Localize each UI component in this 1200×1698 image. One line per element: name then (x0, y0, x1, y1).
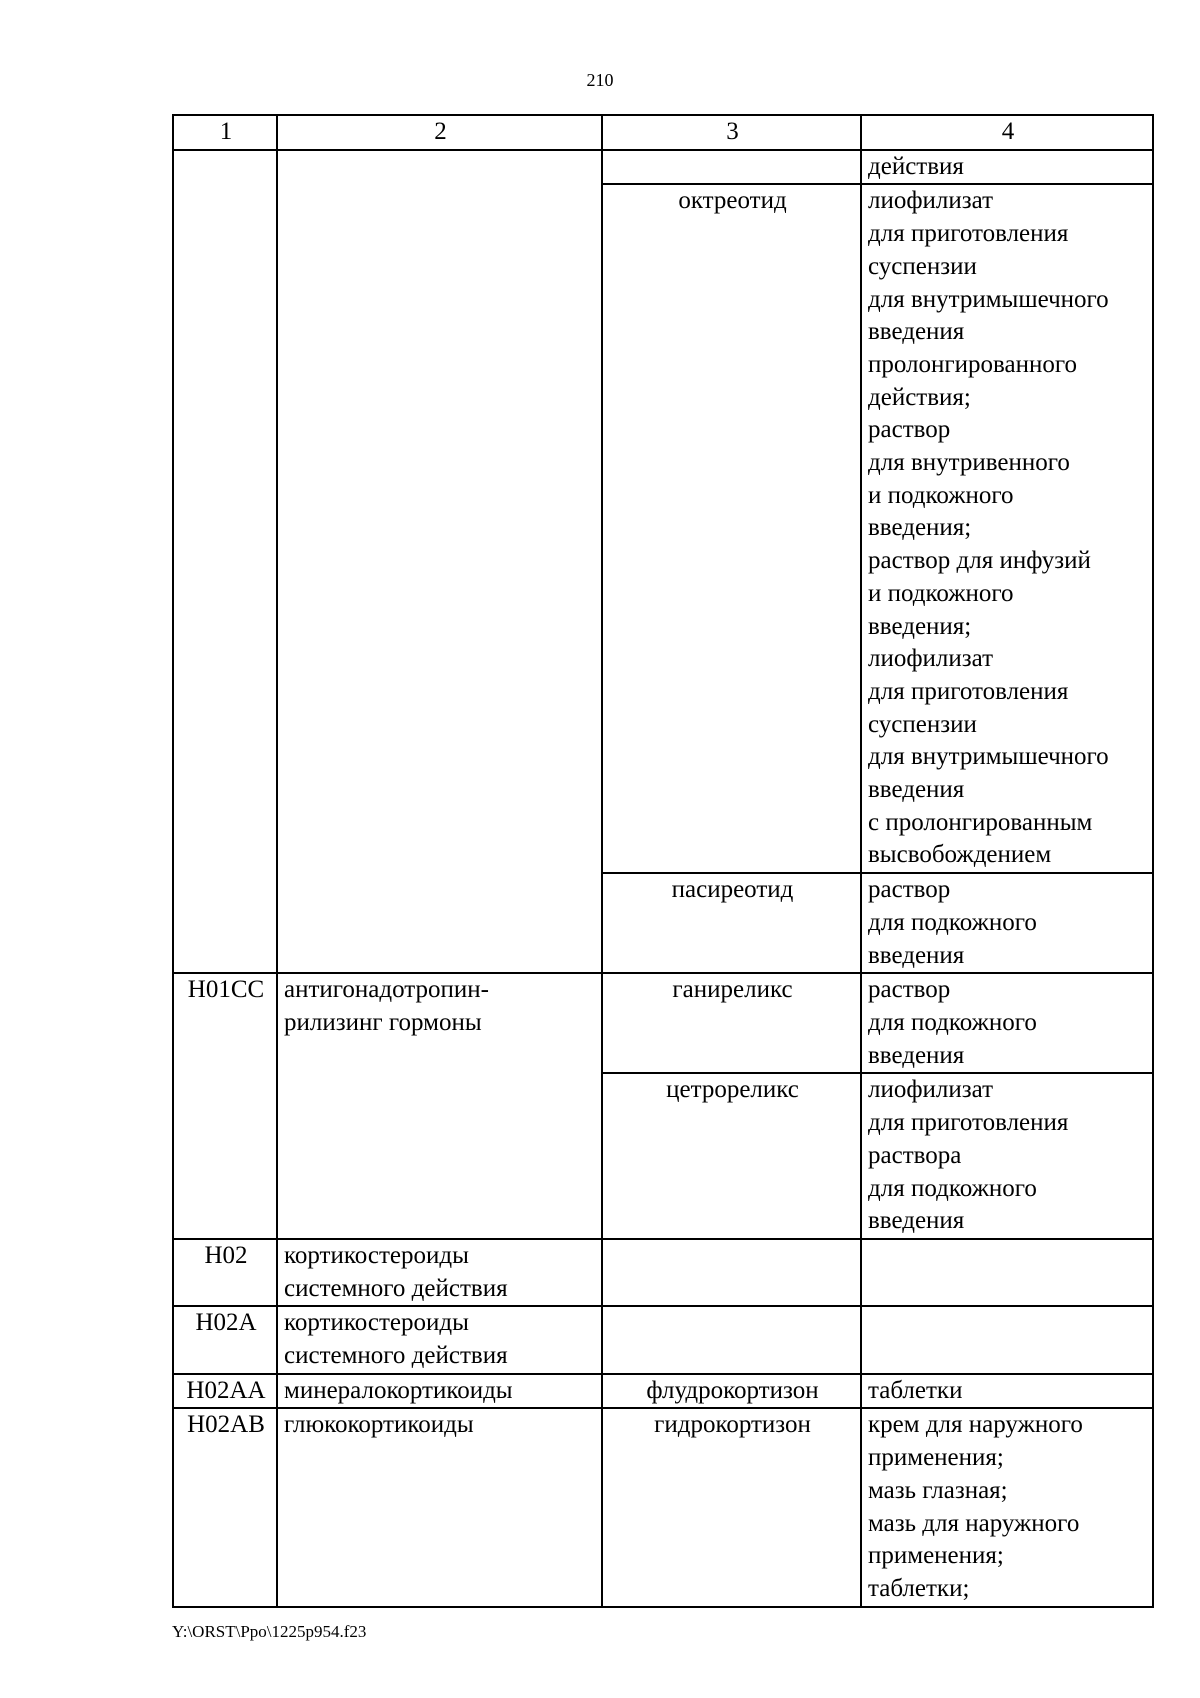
cell-line: для подкожного (868, 1174, 1037, 1202)
group-cell (277, 1306, 602, 1373)
forms-cell (861, 150, 1153, 185)
cell-line: системного действия (284, 1342, 508, 1370)
forms-cell (861, 1239, 1153, 1306)
cell-line: для внутривенного (868, 449, 1070, 477)
cell-line: введения (868, 776, 965, 804)
cell-line: действия (868, 152, 964, 180)
table-row (173, 1306, 1153, 1373)
group-cell (277, 1408, 602, 1606)
cell-line: для внутримышечного (868, 743, 1109, 771)
footer-file-path: Y:\ORST\Ppo\1225p954.f23 (172, 1622, 367, 1641)
cell-line: введения (868, 941, 965, 969)
forms-cell (861, 184, 1153, 873)
cell-line: мазь глазная; (868, 1476, 1008, 1504)
cell-line: пролонгированного (868, 350, 1077, 378)
column-header: 2 (277, 115, 602, 150)
cell-line: введения (868, 1207, 965, 1235)
code-cell: H02A (173, 1306, 277, 1373)
code-cell: H01CC (173, 973, 277, 1239)
forms-cell (861, 973, 1153, 1073)
code-cell: H02 (173, 1239, 277, 1306)
group-cell (277, 973, 602, 1239)
cell-line: глюкокортикоиды (284, 1411, 474, 1439)
cell-line: минералокортикоиды (284, 1376, 513, 1404)
cell-line: кортикостероиды (284, 1309, 469, 1337)
group-cell (277, 1239, 602, 1306)
inn-cell: цетрореликс (602, 1073, 861, 1239)
header-row (173, 115, 1153, 150)
cell-line: раствор (868, 416, 951, 444)
cell-line: раствор (868, 876, 951, 904)
code-cell: H02AB (173, 1408, 277, 1606)
cell-line: таблетки (868, 1376, 963, 1404)
cell-line: для подкожного (868, 908, 1037, 936)
inn-cell: ганиреликс (602, 973, 861, 1073)
cell-line: для приготовления (868, 220, 1069, 248)
cell-line: для подкожного (868, 1008, 1037, 1036)
cell-line: крем для наружного (868, 1411, 1083, 1439)
cell-line: для внутримышечного (868, 285, 1109, 313)
inn-cell: пасиреотид (602, 873, 861, 973)
column-header: 3 (602, 115, 861, 150)
table-row (173, 1408, 1153, 1606)
cell-line: рилизинг гормоны (284, 1008, 482, 1036)
cell-line: введения (868, 318, 965, 346)
forms-cell (861, 1374, 1153, 1409)
drug-table (172, 114, 1154, 1608)
forms-cell (861, 1306, 1153, 1373)
inn-cell: флудрокортизон (602, 1374, 861, 1409)
cell-line: раствора (868, 1141, 962, 1169)
cell-line: с пролонгированным (868, 808, 1093, 836)
page-number: 210 (586, 70, 614, 90)
cell-line: раствор для инфузий (868, 547, 1091, 575)
group-cell (277, 1374, 602, 1409)
cell-line: применения; (868, 1542, 1004, 1570)
forms-cell (861, 1073, 1153, 1239)
cell-line: таблетки; (868, 1574, 970, 1602)
inn-cell (602, 1239, 861, 1306)
cell-line: и подкожного (868, 481, 1014, 509)
cell-line: применения; (868, 1444, 1004, 1472)
cell-line: антигонадотропин- (284, 976, 489, 1004)
table-row (173, 973, 1153, 1073)
cell-line: лиофилизат (868, 187, 994, 215)
group-cell (277, 150, 602, 974)
forms-cell (861, 1408, 1153, 1606)
cell-line: введения (868, 1041, 965, 1069)
cell-line: действия; (868, 383, 971, 411)
cell-line: для приготовления (868, 677, 1069, 705)
column-header: 1 (173, 115, 277, 150)
cell-line: для приготовления (868, 1109, 1069, 1137)
inn-cell: гидрокортизон (602, 1408, 861, 1606)
cell-line: мазь для наружного (868, 1509, 1080, 1537)
cell-line: и подкожного (868, 579, 1014, 607)
code-cell: H02AA (173, 1374, 277, 1409)
cell-line: высвобождением (868, 841, 1052, 869)
cell-line: кортикостероиды (284, 1241, 469, 1269)
inn-cell (602, 150, 861, 185)
cell-line: лиофилизат (868, 1076, 994, 1104)
cell-line: введения; (868, 612, 972, 640)
inn-cell: октреотид (602, 184, 861, 873)
cell-line: суспензии (868, 710, 977, 738)
cell-line: системного действия (284, 1274, 508, 1302)
cell-line: введения; (868, 514, 972, 542)
code-cell (173, 150, 277, 974)
cell-line: лиофилизат (868, 645, 994, 673)
cell-line: раствор (868, 976, 951, 1004)
inn-cell (602, 1306, 861, 1373)
forms-cell (861, 873, 1153, 973)
column-header: 4 (861, 115, 1153, 150)
table-row (173, 1374, 1153, 1409)
table-row (173, 1239, 1153, 1306)
table-row (173, 150, 1153, 185)
cell-line: суспензии (868, 252, 977, 280)
